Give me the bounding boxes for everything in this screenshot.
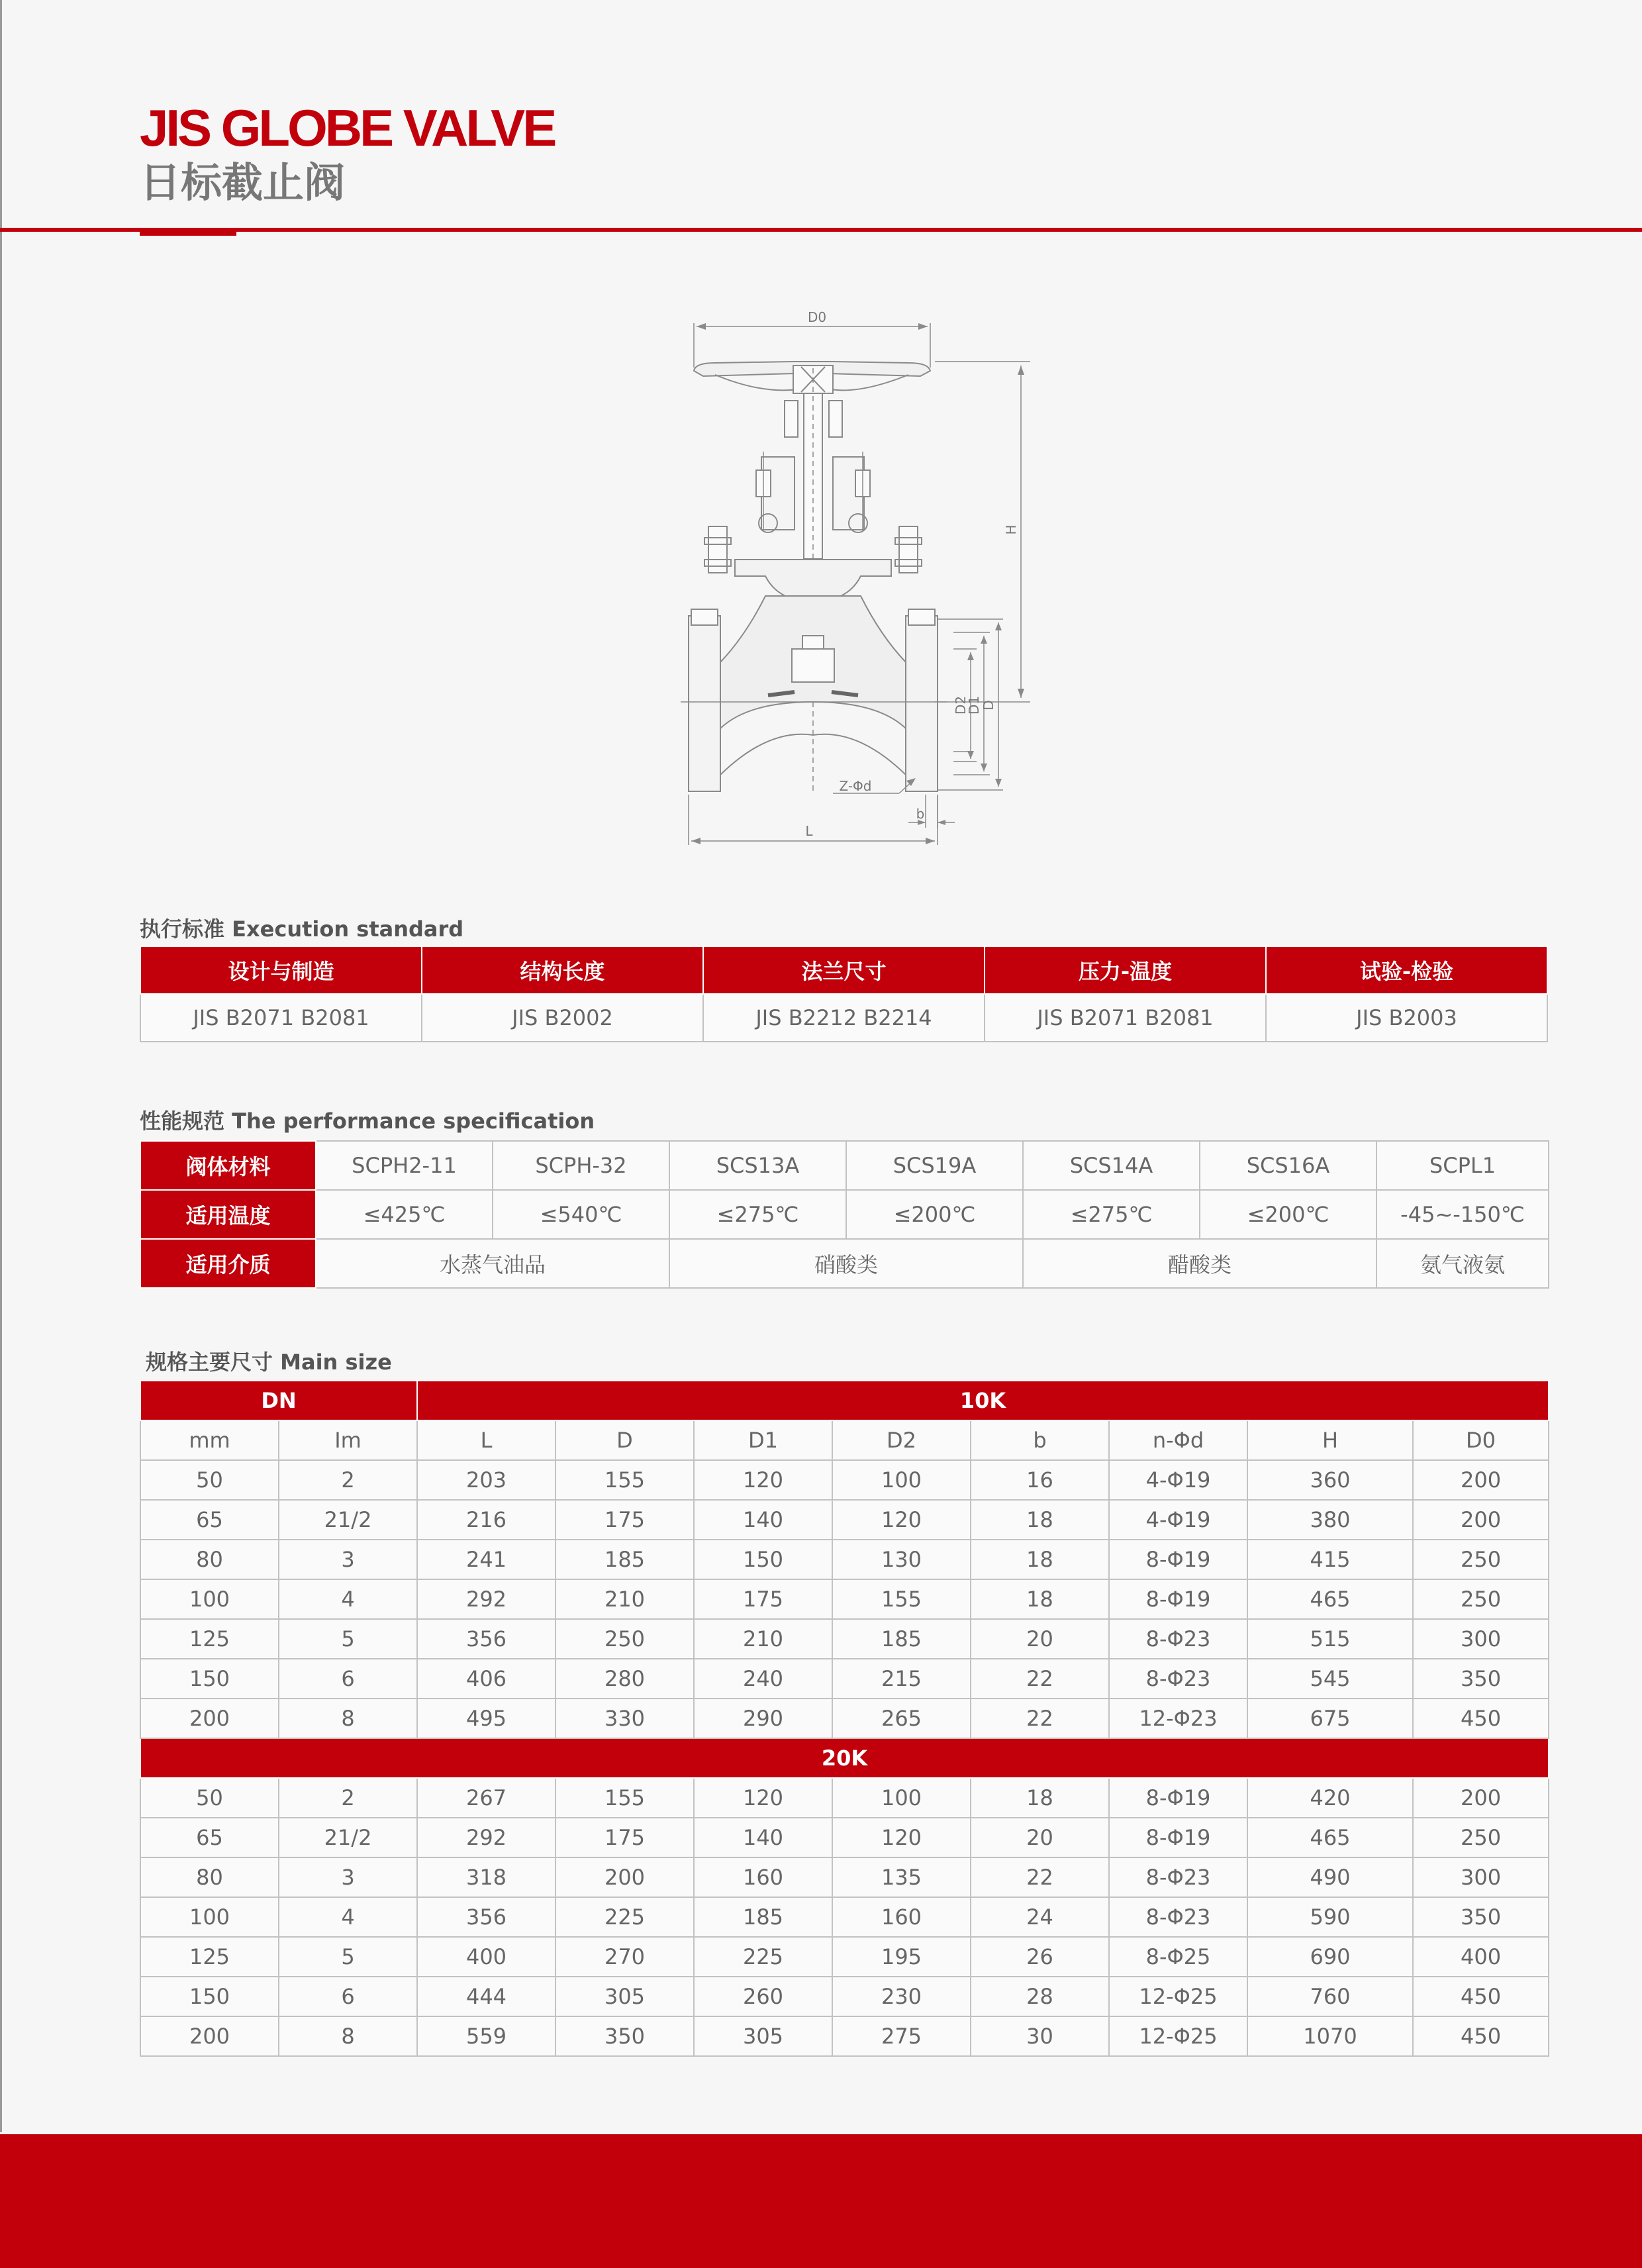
table-cell: 氨气液氨 bbox=[1376, 1239, 1549, 1288]
column-header-cell: D0 bbox=[1413, 1420, 1549, 1460]
table-cell: 260 bbox=[694, 1977, 832, 2016]
table-cell: 125 bbox=[140, 1619, 279, 1659]
table-cell: SCS13A bbox=[669, 1141, 846, 1190]
table-cell: 140 bbox=[694, 1500, 832, 1540]
table-cell: 8-Φ23 bbox=[1109, 1857, 1247, 1897]
table-cell: JIS B2071 B2081 bbox=[985, 994, 1266, 1042]
header-cell: 试验-检验 bbox=[1266, 946, 1547, 994]
dim-label-z-phid: Z-Φd bbox=[839, 778, 872, 794]
table-cell: 50 bbox=[140, 1460, 279, 1500]
table-cell: 3 bbox=[279, 1540, 417, 1579]
execution-standard-title: 执行标准 Execution standard bbox=[140, 916, 464, 942]
column-header-cell: b bbox=[971, 1420, 1109, 1460]
table-cell: 21/2 bbox=[279, 1500, 417, 1540]
table-cell: 200 bbox=[1413, 1500, 1549, 1540]
table-header-row bbox=[140, 1381, 1549, 1420]
table-cell: 200 bbox=[555, 1857, 694, 1897]
dim-label-d: D bbox=[981, 700, 996, 711]
table-cell: 450 bbox=[1413, 2016, 1549, 2056]
table-cell: 175 bbox=[555, 1500, 694, 1540]
table-cell: 水蒸气油品 bbox=[316, 1239, 669, 1288]
table-cell: 160 bbox=[832, 1897, 971, 1937]
header-cell: 结构长度 bbox=[422, 946, 703, 994]
table-cell: 400 bbox=[1413, 1937, 1549, 1977]
table-cell: 155 bbox=[555, 1460, 694, 1500]
table-cell: 140 bbox=[694, 1818, 832, 1857]
table-cell: 240 bbox=[694, 1659, 832, 1699]
table-cell: ≤200℃ bbox=[846, 1190, 1023, 1239]
table-header-row bbox=[140, 946, 1547, 994]
table-cell: 65 bbox=[140, 1500, 279, 1540]
row-header-cell: 适用温度 bbox=[140, 1190, 316, 1239]
table-cell: 490 bbox=[1247, 1857, 1413, 1897]
table-cell: 22 bbox=[971, 1699, 1109, 1738]
table-cell: 250 bbox=[1413, 1818, 1549, 1857]
table-cell: ≤200℃ bbox=[1200, 1190, 1376, 1239]
table-cell: 4 bbox=[279, 1579, 417, 1619]
table-row bbox=[140, 1699, 1549, 1738]
table-cell: 100 bbox=[832, 1460, 971, 1500]
table-cell: SCS16A bbox=[1200, 1141, 1376, 1190]
table-cell: SCPH-32 bbox=[493, 1141, 669, 1190]
column-header-cell: D2 bbox=[832, 1420, 971, 1460]
table-cell: 135 bbox=[832, 1857, 971, 1897]
table-cell: ≤275℃ bbox=[1023, 1190, 1200, 1239]
table-cell: 415 bbox=[1247, 1540, 1413, 1579]
header-cell: 压力-温度 bbox=[985, 946, 1266, 994]
table-cell: 200 bbox=[1413, 1778, 1549, 1818]
table-cell: 175 bbox=[694, 1579, 832, 1619]
table-cell: 270 bbox=[555, 1937, 694, 1977]
table-cell: 175 bbox=[555, 1818, 694, 1857]
main-size-table bbox=[140, 1380, 1549, 2057]
table-cell: 18 bbox=[971, 1579, 1109, 1619]
table-cell: 18 bbox=[971, 1540, 1109, 1579]
table-cell: 155 bbox=[832, 1579, 971, 1619]
table-cell: 350 bbox=[555, 2016, 694, 2056]
column-header-cell: L bbox=[417, 1420, 555, 1460]
table-cell: 406 bbox=[417, 1659, 555, 1699]
table-cell: 150 bbox=[694, 1540, 832, 1579]
row-header-cell: 阀体材料 bbox=[140, 1141, 316, 1190]
table-cell: 22 bbox=[971, 1659, 1109, 1699]
table-cell: 醋酸类 bbox=[1023, 1239, 1376, 1288]
table-row bbox=[140, 1977, 1549, 2016]
table-cell: 675 bbox=[1247, 1699, 1413, 1738]
table-cell: 100 bbox=[140, 1579, 279, 1619]
page-title: JIS GLOBE VALVE bbox=[140, 99, 555, 157]
table-row bbox=[140, 1579, 1549, 1619]
table-cell: 200 bbox=[140, 2016, 279, 2056]
table-cell: 292 bbox=[417, 1579, 555, 1619]
table-cell: 18 bbox=[971, 1778, 1109, 1818]
table-cell: 450 bbox=[1413, 1699, 1549, 1738]
table-cell: 24 bbox=[971, 1897, 1109, 1937]
table-cell: 3 bbox=[279, 1857, 417, 1897]
table-row bbox=[140, 1659, 1549, 1699]
table-cell: 26 bbox=[971, 1937, 1109, 1977]
column-header-row bbox=[140, 1420, 1549, 1460]
table-cell: 120 bbox=[832, 1500, 971, 1540]
table-row bbox=[140, 1540, 1549, 1579]
table-cell: 330 bbox=[555, 1699, 694, 1738]
table-row bbox=[140, 1500, 1549, 1540]
table-cell: 8-Φ25 bbox=[1109, 1937, 1247, 1977]
table-cell: 545 bbox=[1247, 1659, 1413, 1699]
table-cell: JIS B2071 B2081 bbox=[140, 994, 422, 1042]
performance-spec-table bbox=[140, 1140, 1549, 1289]
table-cell: 8-Φ19 bbox=[1109, 1579, 1247, 1619]
table-cell: 250 bbox=[555, 1619, 694, 1659]
table-cell: 559 bbox=[417, 2016, 555, 2056]
table-cell: 305 bbox=[694, 2016, 832, 2056]
left-edge-line bbox=[0, 0, 2, 2132]
table-cell: 8-Φ19 bbox=[1109, 1778, 1247, 1818]
table-cell: 16 bbox=[971, 1460, 1109, 1500]
column-header-cell: H bbox=[1247, 1420, 1413, 1460]
table-cell: 215 bbox=[832, 1659, 971, 1699]
table-cell: SCS19A bbox=[846, 1141, 1023, 1190]
table-row bbox=[140, 1897, 1549, 1937]
table-cell: 155 bbox=[555, 1778, 694, 1818]
table-cell: 515 bbox=[1247, 1619, 1413, 1659]
table-cell: 185 bbox=[694, 1897, 832, 1937]
table-cell: 400 bbox=[417, 1937, 555, 1977]
table-cell: 100 bbox=[140, 1897, 279, 1937]
table-cell: 350 bbox=[1413, 1659, 1549, 1699]
table-row bbox=[140, 1818, 1549, 1857]
table-cell: 120 bbox=[694, 1460, 832, 1500]
table-cell: 267 bbox=[417, 1778, 555, 1818]
table-cell: 120 bbox=[832, 1818, 971, 1857]
table-cell: 250 bbox=[1413, 1540, 1549, 1579]
table-cell: 130 bbox=[832, 1540, 971, 1579]
table-cell: 280 bbox=[555, 1659, 694, 1699]
table-cell: 210 bbox=[555, 1579, 694, 1619]
table-cell: 290 bbox=[694, 1699, 832, 1738]
table-cell: 225 bbox=[694, 1937, 832, 1977]
table-cell: 195 bbox=[832, 1937, 971, 1977]
table-cell: 120 bbox=[694, 1778, 832, 1818]
table-cell: 12-Φ25 bbox=[1109, 2016, 1247, 2056]
dim-label-d0: D0 bbox=[807, 309, 827, 325]
table-cell: 8-Φ19 bbox=[1109, 1540, 1247, 1579]
column-header-cell: mm bbox=[140, 1420, 279, 1460]
table-cell: 8-Φ23 bbox=[1109, 1619, 1247, 1659]
table-cell: 150 bbox=[140, 1659, 279, 1699]
table-cell: SCS14A bbox=[1023, 1141, 1200, 1190]
column-header-cell: n-Φd bbox=[1109, 1420, 1247, 1460]
table-cell: 203 bbox=[417, 1460, 555, 1500]
table-cell: 185 bbox=[555, 1540, 694, 1579]
table-cell: 21/2 bbox=[279, 1818, 417, 1857]
header-cell: 法兰尺寸 bbox=[703, 946, 985, 994]
table-cell: 356 bbox=[417, 1619, 555, 1659]
table-cell: 8-Φ23 bbox=[1109, 1659, 1247, 1699]
table-cell: 275 bbox=[832, 2016, 971, 2056]
footer-band bbox=[0, 2134, 1642, 2268]
table-cell: 241 bbox=[417, 1540, 555, 1579]
table-cell: 4 bbox=[279, 1897, 417, 1937]
table-cell: 350 bbox=[1413, 1897, 1549, 1937]
table-cell: 12-Φ23 bbox=[1109, 1699, 1247, 1738]
performance-spec-title: 性能规范 The performance specification bbox=[140, 1109, 595, 1134]
dim-label-d2: D2 bbox=[953, 695, 969, 715]
table-cell: 1070 bbox=[1247, 2016, 1413, 2056]
table-cell: 20 bbox=[971, 1818, 1109, 1857]
table-cell: 125 bbox=[140, 1937, 279, 1977]
table-cell: 300 bbox=[1413, 1619, 1549, 1659]
table-cell: 2 bbox=[279, 1778, 417, 1818]
table-row bbox=[140, 1619, 1549, 1659]
table-cell: 50 bbox=[140, 1778, 279, 1818]
table-cell: 225 bbox=[555, 1897, 694, 1937]
table-cell: 2 bbox=[279, 1460, 417, 1500]
table-cell: 760 bbox=[1247, 1977, 1413, 2016]
table-cell: 20 bbox=[971, 1619, 1109, 1659]
table-cell: SCPH2-11 bbox=[316, 1141, 493, 1190]
table-cell: 690 bbox=[1247, 1937, 1413, 1977]
table-cell: JIS B2003 bbox=[1266, 994, 1547, 1042]
table-cell: JIS B2212 B2214 bbox=[703, 994, 985, 1042]
table-cell: 28 bbox=[971, 1977, 1109, 2016]
execution-standard-table bbox=[140, 946, 1548, 1042]
row-header-cell: 适用介质 bbox=[140, 1239, 316, 1288]
table-cell: 80 bbox=[140, 1857, 279, 1897]
table-cell: 444 bbox=[417, 1977, 555, 2016]
table-cell: 150 bbox=[140, 1977, 279, 2016]
table-row bbox=[140, 1778, 1549, 1818]
table-cell: 5 bbox=[279, 1937, 417, 1977]
class-20k-header-row bbox=[140, 1738, 1549, 1778]
table-cell: 硝酸类 bbox=[669, 1239, 1023, 1288]
table-row-temperature bbox=[140, 1190, 1549, 1239]
table-cell: 100 bbox=[832, 1778, 971, 1818]
table-cell: 18 bbox=[971, 1500, 1109, 1540]
table-cell: 185 bbox=[832, 1619, 971, 1659]
table-row-media bbox=[140, 1239, 1549, 1288]
table-cell: 6 bbox=[279, 1977, 417, 2016]
column-header-cell: D bbox=[555, 1420, 694, 1460]
table-cell: 4-Φ19 bbox=[1109, 1460, 1247, 1500]
table-cell: SCPL1 bbox=[1376, 1141, 1549, 1190]
table-cell: 6 bbox=[279, 1659, 417, 1699]
table-cell: 356 bbox=[417, 1897, 555, 1937]
table-cell: 380 bbox=[1247, 1500, 1413, 1540]
dim-label-b: b bbox=[916, 806, 925, 822]
header-cell: 设计与制造 bbox=[140, 946, 422, 994]
table-cell: 200 bbox=[140, 1699, 279, 1738]
valve-diagram bbox=[662, 305, 1059, 854]
table-cell: 292 bbox=[417, 1818, 555, 1857]
table-cell: 230 bbox=[832, 1977, 971, 2016]
table-row bbox=[140, 994, 1547, 1042]
table-cell: 8 bbox=[279, 1699, 417, 1738]
table-cell: 5 bbox=[279, 1619, 417, 1659]
dim-label-h: H bbox=[1003, 524, 1019, 535]
table-cell: -45~-150℃ bbox=[1376, 1190, 1549, 1239]
table-cell: JIS B2002 bbox=[422, 994, 703, 1042]
table-row bbox=[140, 1937, 1549, 1977]
table-cell: 80 bbox=[140, 1540, 279, 1579]
class-10k-header-cell: 10K bbox=[417, 1381, 1549, 1420]
table-cell: 465 bbox=[1247, 1579, 1413, 1619]
table-cell: 265 bbox=[832, 1699, 971, 1738]
column-header-cell: Im bbox=[279, 1420, 417, 1460]
table-cell: ≤275℃ bbox=[669, 1190, 846, 1239]
table-cell: 420 bbox=[1247, 1778, 1413, 1818]
table-cell: 216 bbox=[417, 1500, 555, 1540]
column-header-cell: D1 bbox=[694, 1420, 832, 1460]
table-cell: 8-Φ19 bbox=[1109, 1818, 1247, 1857]
table-row bbox=[140, 1460, 1549, 1500]
table-cell: 495 bbox=[417, 1699, 555, 1738]
table-cell: 160 bbox=[694, 1857, 832, 1897]
table-row bbox=[140, 1857, 1549, 1897]
table-cell: 12-Φ25 bbox=[1109, 1977, 1247, 2016]
table-cell: 8 bbox=[279, 2016, 417, 2056]
header-accent-bar bbox=[140, 232, 236, 236]
dim-label-l: L bbox=[805, 823, 813, 839]
table-cell: 200 bbox=[1413, 1460, 1549, 1500]
table-cell: 210 bbox=[694, 1619, 832, 1659]
table-cell: 465 bbox=[1247, 1818, 1413, 1857]
table-cell: 22 bbox=[971, 1857, 1109, 1897]
table-cell: ≤540℃ bbox=[493, 1190, 669, 1239]
table-cell: 30 bbox=[971, 2016, 1109, 2056]
dn-header-cell: DN bbox=[140, 1381, 417, 1420]
table-cell: 360 bbox=[1247, 1460, 1413, 1500]
dim-label-d1: D1 bbox=[966, 695, 982, 715]
table-row bbox=[140, 2016, 1549, 2056]
header-divider bbox=[0, 228, 1642, 232]
table-cell: 590 bbox=[1247, 1897, 1413, 1937]
table-cell: 65 bbox=[140, 1818, 279, 1857]
table-cell: 300 bbox=[1413, 1857, 1549, 1897]
table-cell: 450 bbox=[1413, 1977, 1549, 2016]
table-cell: 250 bbox=[1413, 1579, 1549, 1619]
class-20k-header-cell: 20K bbox=[140, 1738, 1549, 1778]
table-cell: 305 bbox=[555, 1977, 694, 2016]
page-subtitle-cn: 日标截止阀 bbox=[140, 158, 346, 207]
table-cell: 318 bbox=[417, 1857, 555, 1897]
table-cell: 8-Φ23 bbox=[1109, 1897, 1247, 1937]
main-size-title: 规格主要尺寸 Main size bbox=[146, 1350, 392, 1375]
table-cell: 4-Φ19 bbox=[1109, 1500, 1247, 1540]
table-row-material bbox=[140, 1141, 1549, 1190]
table-cell: ≤425℃ bbox=[316, 1190, 493, 1239]
